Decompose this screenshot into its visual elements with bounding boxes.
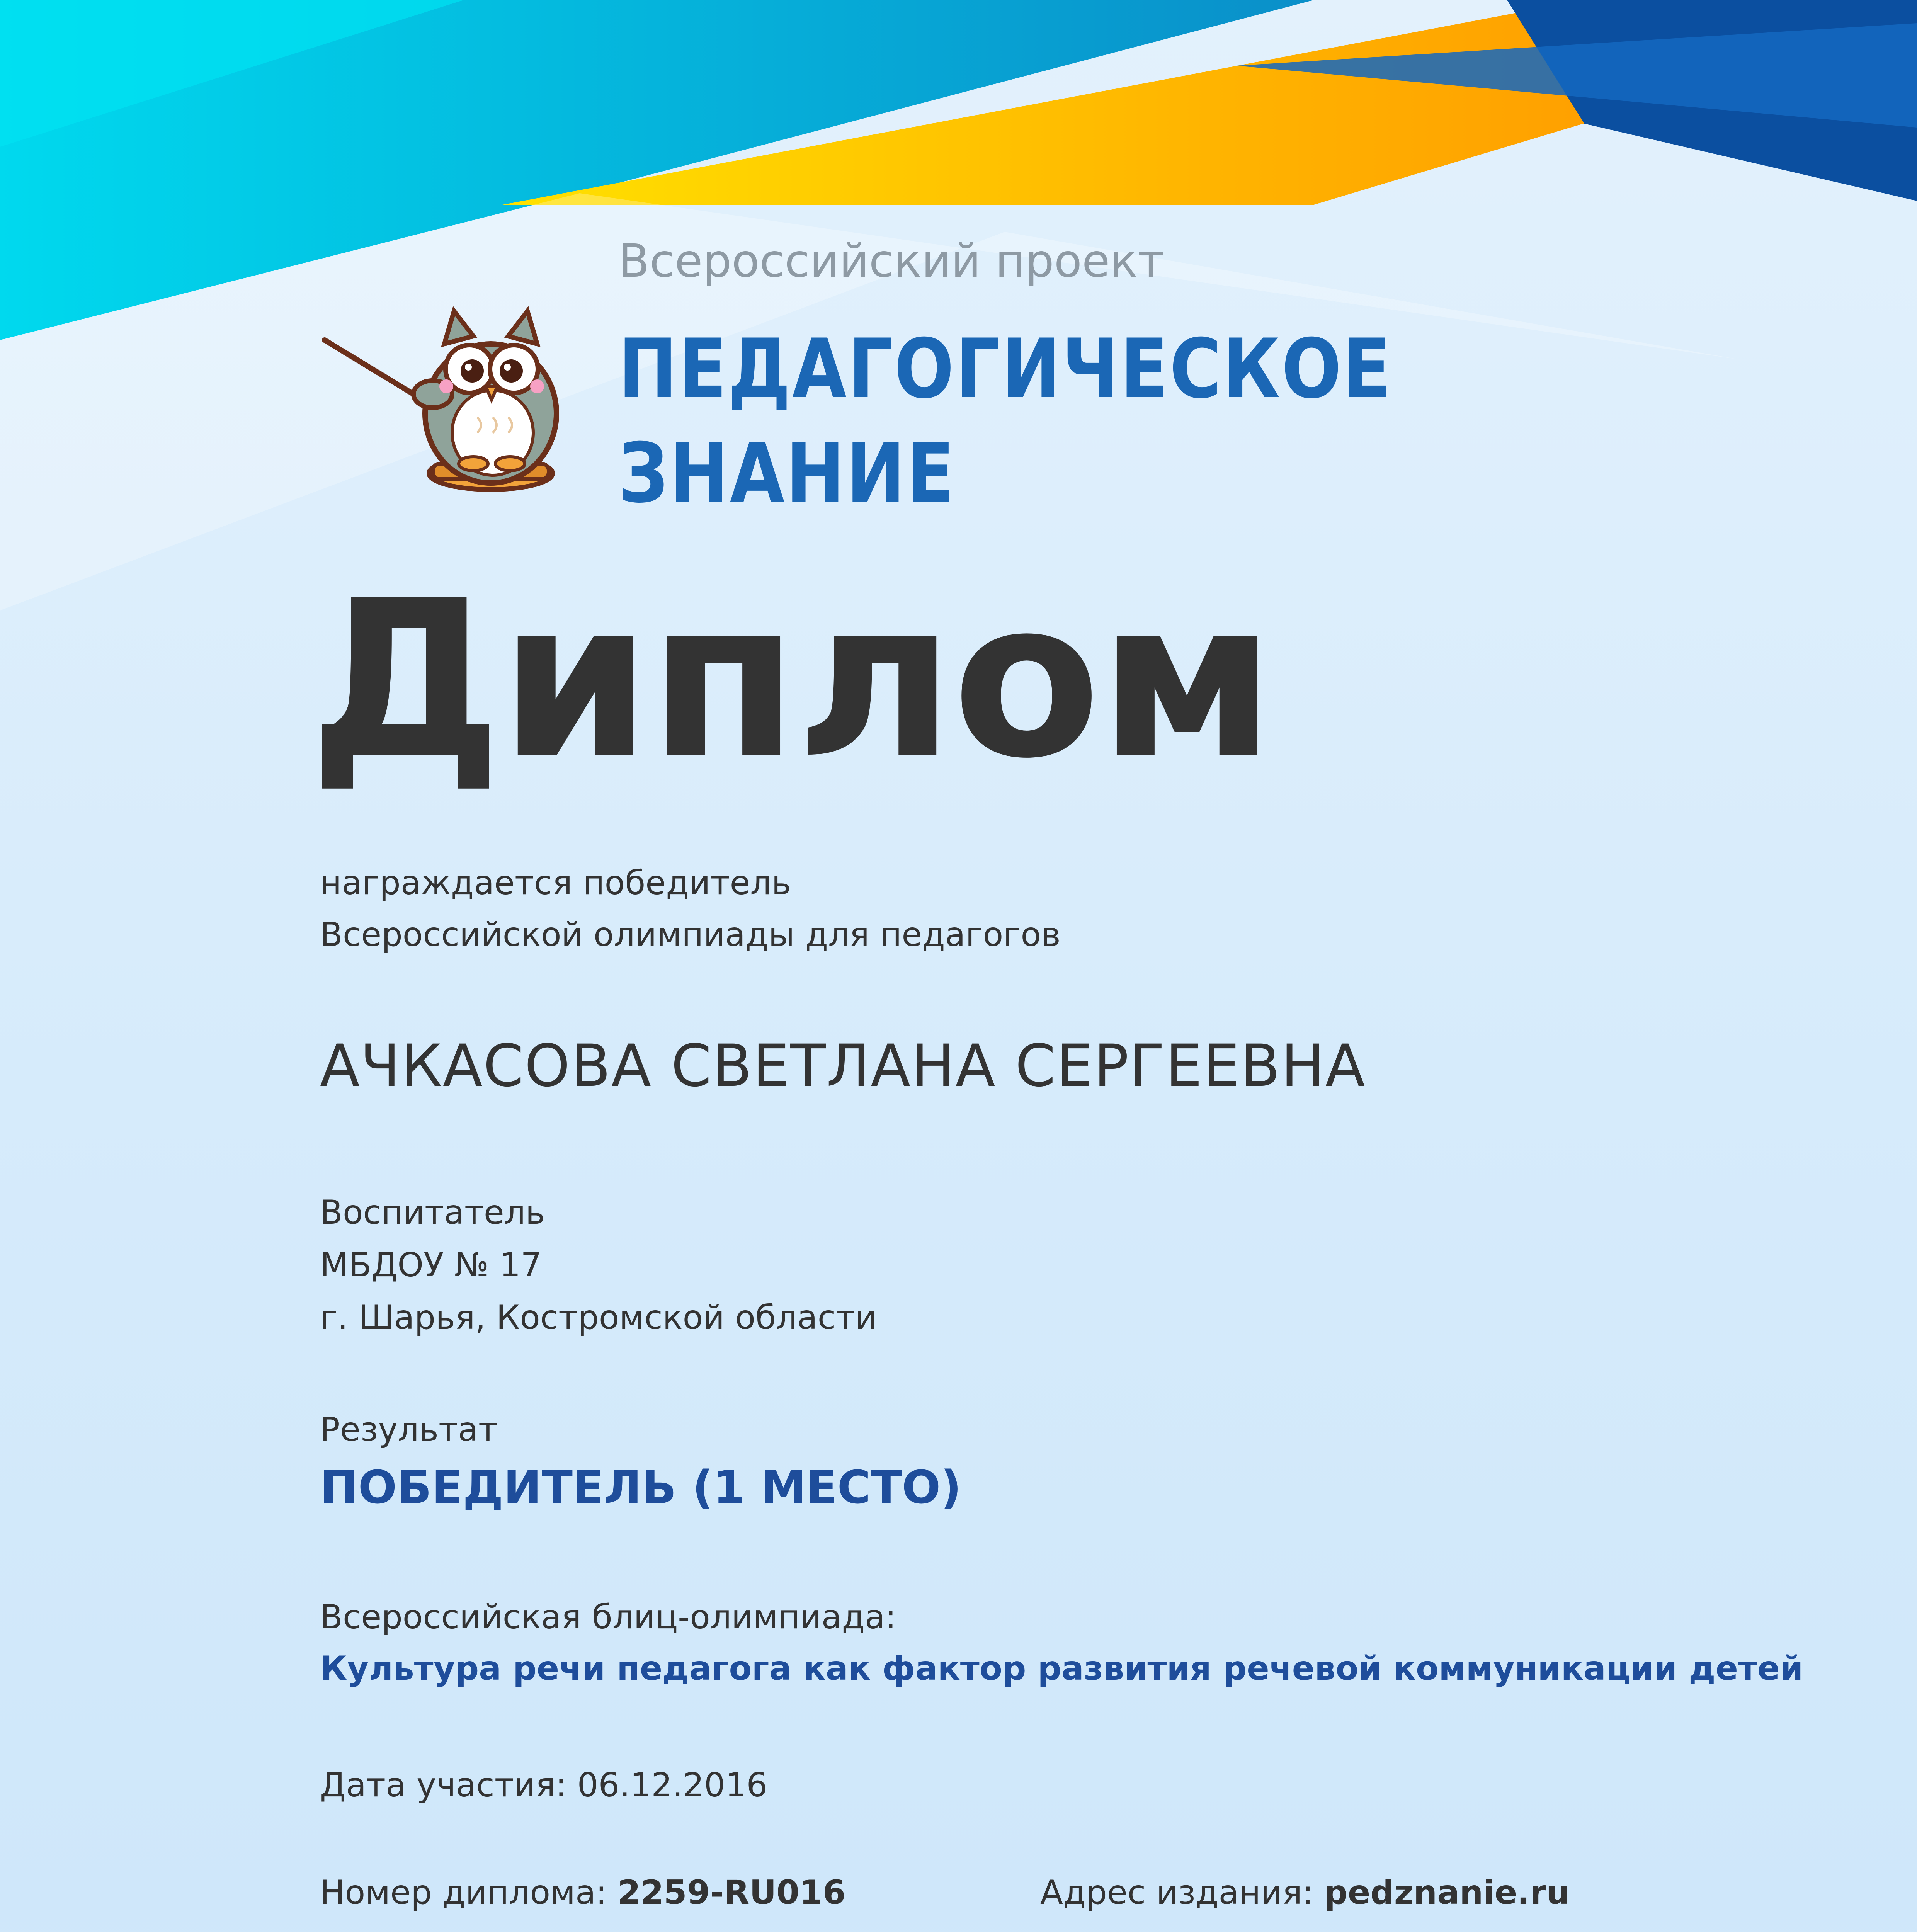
- olympiad-label: Всероссийская блиц-олимпиада:: [320, 1598, 896, 1636]
- participant-details: [320, 1186, 877, 1344]
- address-value: pedznanie.ru: [1324, 1873, 1570, 1912]
- diploma-title: Диплом: [309, 554, 1273, 806]
- participation-date: [320, 1766, 767, 1804]
- winner-name: АЧКАСОВА СВЕТЛАНА СЕРГЕЕВНА: [320, 1032, 1366, 1100]
- awarded-line-2: Всероссийской олимпиады для педагогов: [320, 915, 1061, 954]
- number-label: Номер диплома:: [320, 1873, 607, 1912]
- result-label: Результат: [320, 1410, 498, 1449]
- project-title-line-1: ПЕДАГОГИЧЕСКОЕ: [618, 321, 1392, 417]
- date-value: 06.12.2016: [577, 1766, 768, 1804]
- olympiad-title: Культура речи педагога как фактор развития речевой коммуникации детей: [320, 1649, 1803, 1688]
- position: Воспитатель: [320, 1193, 545, 1232]
- institution: МБДОУ № 17: [320, 1246, 542, 1284]
- address-label: Адрес издания:: [1040, 1873, 1314, 1912]
- diploma-number: [320, 1873, 846, 1912]
- number-value: 2259-RU016: [617, 1873, 846, 1912]
- publication-address: [1040, 1873, 1570, 1912]
- owl-teacher-icon: [317, 294, 564, 510]
- project-subtitle: Всероссийский проект: [618, 234, 1164, 287]
- result-value: ПОБЕДИТЕЛЬ (1 МЕСТО): [320, 1461, 962, 1514]
- project-title: [618, 317, 1392, 526]
- date-label: Дата участия:: [320, 1766, 567, 1804]
- location: г. Шарья, Костромской области: [320, 1298, 877, 1337]
- project-title-line-2: ЗНАНИЕ: [618, 425, 956, 521]
- awarded-line-1: награждается победитель: [320, 864, 791, 902]
- awarded-text: [320, 857, 1061, 961]
